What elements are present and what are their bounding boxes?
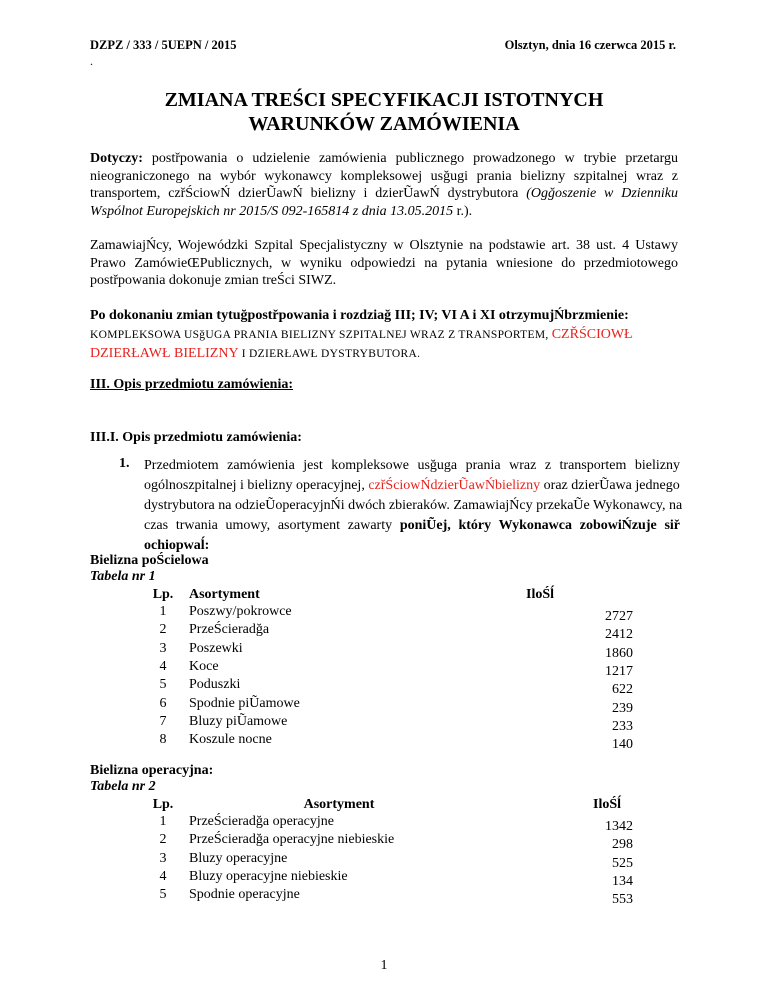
table-row-qty: 622 — [612, 682, 633, 698]
table-row-qty: 1342 — [605, 819, 633, 834]
table-row-name: Poduszki — [189, 677, 241, 693]
table2-col-name: Asortyment — [303, 797, 375, 812]
table2-heading: Bielizna operacyjna: — [90, 763, 214, 778]
table-row-qty: 298 — [612, 837, 633, 853]
table-row-name: Bluzy operacyjne — [189, 850, 288, 866]
item-1-line2a: ogólnoszpitalnej i bielizny operacyjnej, — [144, 478, 369, 493]
table2-caption: Tabela nr 2 — [90, 779, 156, 794]
table2-col-qty: IloŚĺ — [593, 797, 622, 812]
page-title-line1: ZMIANA TREŚCI SPECYFIKACJI ISTOTNYCH — [164, 89, 604, 111]
dotyczy-label: Dotyczy: — [90, 151, 143, 166]
table-row-name: PrzeŚcieradğa — [189, 622, 270, 638]
table-row-qty: 525 — [612, 855, 633, 871]
page-number: 1 — [380, 958, 388, 973]
table1-caption: Tabela nr 1 — [90, 569, 156, 584]
table-row-lp: 2 — [159, 832, 167, 848]
table-row-name: Bluzy piŨamowe — [189, 713, 288, 729]
item-1-text — [144, 456, 683, 556]
place-date: Olsztyn, dnia 16 czerwca 2015 r. — [504, 38, 676, 52]
table1-col-lp: Lp. — [152, 587, 174, 602]
dotyczy-italic: (Ogğoszenie w Dzienniku Wspólnot Europejskich nr 2015/S 092-165814 z dnia 13.05.2015 — [90, 186, 678, 219]
page-title-line2: WARUNKÓW ZAMÓWIENIA — [248, 113, 520, 135]
item-number: 1. — [119, 456, 130, 471]
table-row-name: Poszewki — [189, 640, 243, 656]
section-3-1-heading: III.I. Opis przedmiotu zamówienia: — [90, 430, 302, 445]
item-1-line4b: poniŨej, który Wykonawca zobowiŃzuje siř — [399, 518, 680, 533]
table-row-qty: 2412 — [605, 627, 633, 643]
change-heading: Po dokonaniu zmian tytuğpostřpowania i rozdziağ III; IV; VI A i XI otrzymujŃbrzmienie: — [90, 308, 629, 323]
item-1-line2 — [144, 476, 680, 496]
dotyczy-tail: r.). — [453, 203, 473, 219]
table-row-name: Spodnie piŨamowe — [189, 695, 300, 711]
table-row-name: Poszwy/pokrowce — [189, 604, 292, 619]
table-row-lp: 4 — [159, 868, 167, 884]
table-row-lp: 7 — [159, 713, 167, 729]
item-1-line2b: oraz dzierŨawa jednego — [540, 478, 680, 493]
table-row-name: Koszule nocne — [189, 732, 272, 748]
table-row-name: PrzeŚcieradğa operacyjne niebieskie — [189, 832, 395, 848]
table-row-qty: 134 — [612, 873, 633, 889]
table-row-lp: 5 — [159, 677, 167, 693]
table-row-qty: 1217 — [605, 663, 633, 679]
table-row-qty: 233 — [612, 718, 633, 734]
table-row-name: Spodnie operacyjne — [189, 887, 300, 903]
table-row-qty: 239 — [612, 700, 633, 716]
table-row-lp: 6 — [159, 695, 167, 711]
document-reference: DZPZ / 333 / 5UEPN / 2015 — [90, 38, 237, 52]
table1-heading: Bielizna poŚcielowa — [90, 553, 209, 568]
new-title — [90, 325, 690, 363]
dotyczy-paragraph — [90, 150, 678, 220]
table-row-qty: 140 — [612, 737, 633, 753]
table-row-qty: 2727 — [605, 609, 633, 624]
item-1-line4a: czas trwania umowy, asortyment zawarty — [144, 518, 400, 533]
table2-col-lp: Lp. — [152, 797, 174, 812]
table-row-qty: 1860 — [605, 645, 633, 661]
new-title-red1: CZŘŚCIOWŁ — [551, 327, 633, 342]
table-row-lp: 8 — [159, 732, 167, 748]
table-row-lp: 1 — [159, 604, 167, 619]
new-title-red2: DZIERŁAWŁ BIELIZNY — [90, 346, 239, 361]
item-1-line2-red: czřŚciowŃdzierŨawŃbielizny — [368, 478, 541, 493]
table1-col-qty: IloŚĺ — [526, 587, 555, 602]
table-row-lp: 1 — [159, 814, 167, 829]
section-3-heading: III. Opis przedmiotu zamówienia: — [90, 377, 293, 392]
table-row-name: Koce — [189, 658, 219, 674]
table1-col-name: Asortyment — [189, 587, 260, 602]
table-row-lp: 5 — [159, 887, 167, 903]
table-row-lp: 2 — [159, 622, 167, 638]
header-dot: . — [90, 54, 93, 68]
new-title-part2: I DZIERŁAWŁ DYSTRYBUTORA. — [238, 348, 421, 360]
dotyczy-text: postřpowania o udzielenie zamówienia publicznego prowadzonego w trybie przetargu nieograniczonego na wybór wykonawcy kompleksowej usğugi prania bielizny szpitalnej wraz z transportem, czřŚciowŃ dzierŨawŃ bielizny i dzierŨawŃ dystrybutora — [90, 151, 678, 201]
table-row-name: Bluzy operacyjne niebieskie — [189, 868, 348, 884]
intro-paragraph: ZamawiajŃcy, Wojewódzki Szpital Specjalistyczny w Olsztynie na podstawie art. 38 ust. 4 Ustawy Prawo ZamówieŒPublicznych, w wyniku odpowiedzi na pytania wniesione do przedmiotowego postřpowania dokonuje zmian treŚci SIWZ. — [90, 238, 678, 288]
table-row-lp: 4 — [159, 658, 167, 674]
item-1-line5: ochiopwaĺ: — [144, 538, 210, 553]
table-row-name: PrzeŚcieradğa operacyjne — [189, 814, 334, 829]
table-row-lp: 3 — [159, 850, 167, 866]
table-row-qty: 553 — [612, 892, 633, 908]
new-title-part1: KOMPLEKSOWA USğUGA PRANIA BIELIZNY SZPITALNEJ WRAZ Z TRANSPORTEM, — [90, 329, 552, 341]
item-1-line4 — [144, 516, 680, 536]
item-1-line1: Przedmiotem zamówienia jest kompleksowe usğuga prania wraz z transportem bielizny — [144, 458, 680, 473]
item-1-line3: dystrybutora na odzieŨoperacyjnŃi dwóch zbieraków. ZamawiajŃcy przekaŨe Wykonawcy, na — [144, 498, 683, 513]
table-row-lp: 3 — [159, 640, 167, 656]
